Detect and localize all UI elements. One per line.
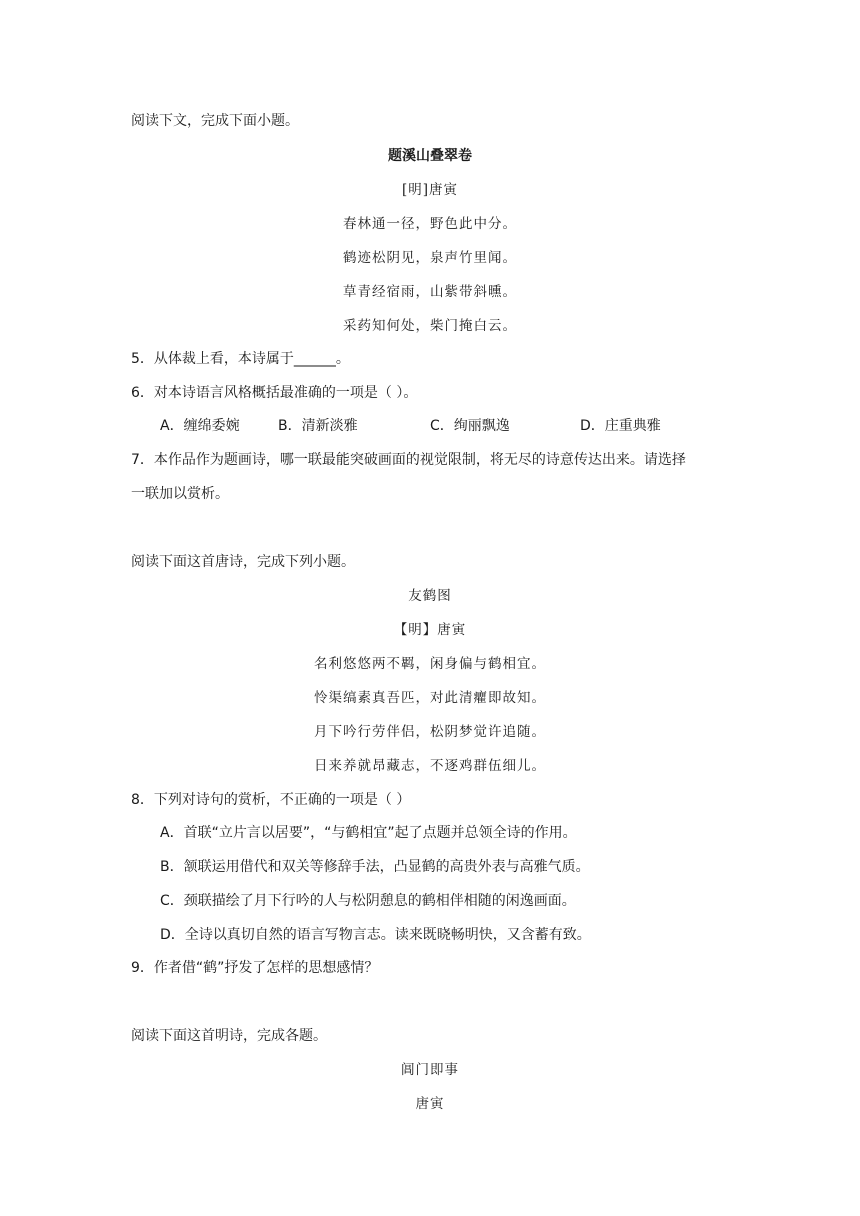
- section1-intro: 阅读下文，完成下面小题。: [131, 113, 299, 129]
- question-9: 9．作者借“鹤”抒发了怎样的思想感情？: [131, 960, 379, 976]
- section3-poem-title: 阊门即事: [401, 1062, 459, 1078]
- q8-option-a: A．首联“立片言以居要”，“与鹤相宜”起了点题并总领全诗的作用。: [160, 825, 577, 841]
- q6-option-d: D．庄重典雅: [580, 418, 661, 434]
- section1-poem-line-1: 春林通一径，野色此中分。: [343, 216, 517, 232]
- section3-intro: 阅读下面这首明诗，完成各题。: [131, 1028, 327, 1044]
- section2-poem-title: 友鹤图: [408, 588, 452, 604]
- section3-poem-author: 唐寅: [415, 1096, 445, 1112]
- q6-option-a: A．缠绵委婉: [160, 418, 240, 434]
- q8-option-b: B．颔联运用借代和双关等修辞手法，凸显鹤的高贵外表与高雅气质。: [160, 859, 590, 875]
- section2-poem-line-1: 名利悠悠两不羁，闲身偏与鹤相宜。: [314, 656, 546, 672]
- section2-intro: 阅读下面这首唐诗，完成下列小题。: [131, 554, 355, 570]
- q6-option-b: B．清新淡雅: [278, 418, 358, 434]
- section2-poem-author: 【明】唐寅: [393, 622, 467, 638]
- q6-option-c: C．绚丽飘逸: [430, 418, 510, 434]
- section1-poem-author: [明]唐寅: [401, 182, 459, 198]
- question-8: 8．下列对诗句的赏析，不正确的一项是（ ）: [131, 792, 411, 808]
- section2-poem-line-4: 日来养就昂藏志，不逐鸡群伍细儿。: [314, 758, 546, 774]
- section1-poem-line-4: 采药知何处，柴门掩白云。: [343, 318, 517, 334]
- q8-option-c: C．颈联描绘了月下行吟的人与松阴憩息的鹤相伴相随的闲逸画面。: [160, 893, 576, 909]
- section2-poem-line-3: 月下吟行劳伴侣，松阴梦觉许追随。: [314, 724, 546, 740]
- q8-option-d: D．全诗以真切自然的语言写物言志。读来既晓畅明快，又含蓄有致。: [160, 927, 591, 943]
- question-7-line-2: 一联加以赏析。: [131, 486, 229, 502]
- section1-poem-line-2: 鹤迹松阴见，泉声竹里闻。: [343, 250, 517, 266]
- section2-poem-line-2: 怜渠缟素真吾匹，对此清癯即故知。: [314, 690, 546, 706]
- question-7-line-1: 7．本作品作为题画诗，哪一联最能突破画面的视觉限制，将无尽的诗意传达出来。请选择: [131, 452, 686, 468]
- question-5: 5．从体裁上看，本诗属于______。: [131, 351, 350, 367]
- question-6: 6．对本诗语言风格概括最准确的一项是（ ）。: [131, 385, 418, 401]
- section1-poem-line-3: 草青经宿雨，山紫带斜曛。: [343, 284, 517, 300]
- section1-poem-title: 题溪山叠翠卷: [388, 148, 472, 164]
